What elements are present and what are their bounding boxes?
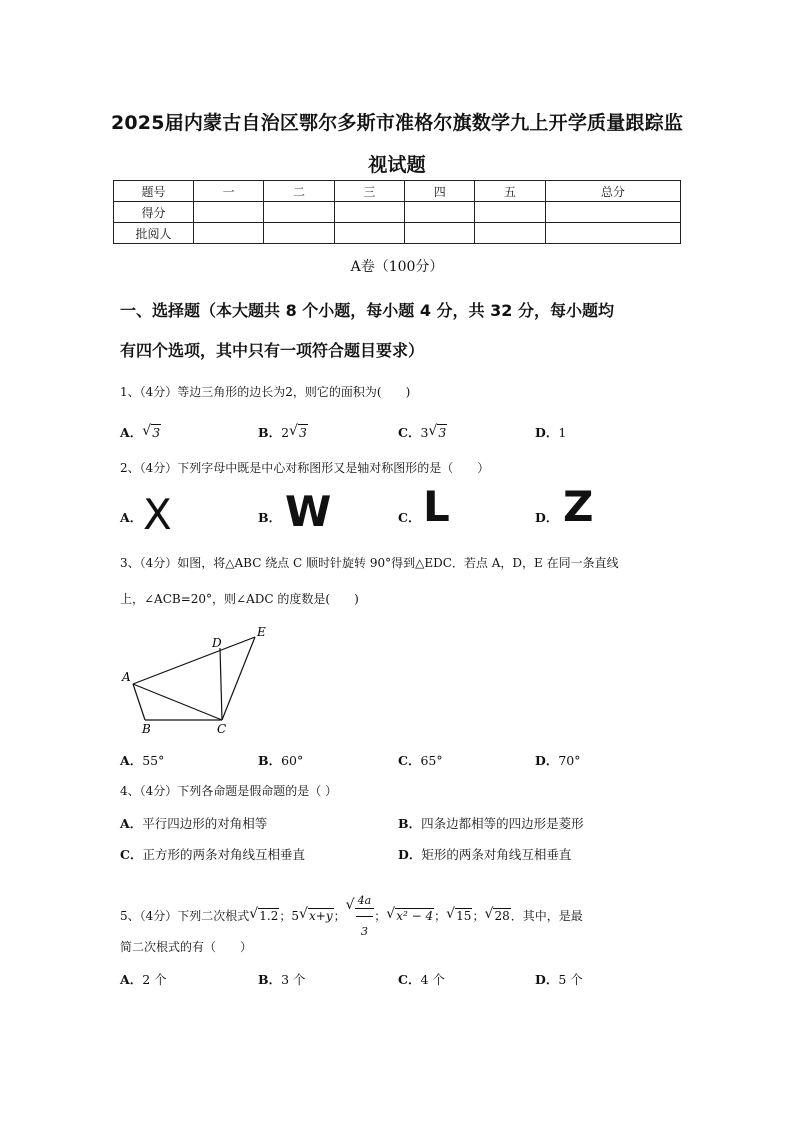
- question-2-text: 2、（4分）下列字母中既是中心对称图形又是轴对称图形的是（ ）: [120, 461, 490, 475]
- score-cell[interactable]: [545, 223, 680, 244]
- question-3-text-line1: 3、（4分）如图，将△ABC 绕点 C 顺时针旋转 90°得到△EDC．若点 A，D，E 在同一条直线: [120, 556, 619, 570]
- score-header-cell: 三: [334, 181, 404, 202]
- part1-heading-line2: 有四个选项，其中只有一项符合题目要求）: [120, 341, 425, 360]
- q4-option-d[interactable]: D．矩形的两条对角线互相垂直: [398, 847, 572, 862]
- part1-heading-line1: 一、选择题（本大题共 8 个小题，每小题 4 分，共 32 分，每小题均: [120, 301, 614, 320]
- q3-option-c[interactable]: C．65°: [398, 753, 443, 768]
- option-label: B．: [258, 753, 282, 768]
- option-label: A．: [120, 510, 143, 525]
- q5-option-c[interactable]: C．4 个: [398, 972, 445, 987]
- score-header-cell: 二: [264, 181, 334, 202]
- option-label: D．: [535, 753, 559, 768]
- score-header-cell: 一: [194, 181, 264, 202]
- score-header-cell: 总分: [545, 181, 680, 202]
- option-label: C．: [120, 847, 143, 862]
- q4-option-b[interactable]: B．四条边都相等的四边形是菱形: [398, 816, 584, 831]
- sqrt-expression: √ x² − 4: [386, 906, 434, 923]
- score-cell[interactable]: [475, 223, 545, 244]
- q2-option-a[interactable]: [120, 508, 142, 526]
- option-label: A．: [120, 753, 143, 768]
- option-label: A．: [120, 816, 143, 831]
- option-label: C．: [398, 510, 421, 525]
- segment-ec: [222, 637, 255, 720]
- score-header-cell: 四: [405, 181, 475, 202]
- sqrt-expression: √ 1.2: [249, 906, 279, 923]
- q1-option-d[interactable]: D．1: [535, 425, 567, 440]
- score-table-row: [114, 223, 681, 244]
- point-label-b: B: [142, 722, 151, 736]
- exam-title-line2: 视试题: [368, 154, 426, 176]
- option-label: D．: [535, 972, 559, 987]
- q5-option-a[interactable]: A．2 个: [120, 972, 167, 987]
- point-label-e: E: [257, 625, 266, 639]
- question-5-text-line1: 5、（4分）下列二次根式 √ 1.2；5 √ x+y； √ $\frac{4a}{3}$ ； √ x² − 4； √ 15； √ 28．其中，是最: [120, 886, 583, 947]
- point-label-d: D: [212, 636, 222, 650]
- segment-ac: [133, 684, 222, 720]
- score-row-label: 批阅人: [114, 223, 194, 244]
- score-cell[interactable]: [194, 202, 264, 223]
- letter-x-image: X: [143, 490, 172, 539]
- q3-option-d[interactable]: D．70°: [535, 753, 581, 768]
- q2-option-d[interactable]: [535, 508, 558, 526]
- sqrt-expression: √ 3: [428, 423, 447, 440]
- segment-ab: [133, 684, 145, 720]
- option-label: C．: [398, 972, 421, 987]
- letter-w-image: W: [285, 487, 332, 536]
- q5-option-b[interactable]: B．3 个: [258, 972, 306, 987]
- letter-l-image: L: [423, 482, 450, 531]
- sqrt-expression: √ 3: [289, 423, 307, 440]
- q2-option-b[interactable]: [258, 508, 281, 526]
- score-row-label: 得分: [114, 202, 194, 223]
- option-label: A．: [120, 972, 143, 987]
- q3-geometry-figure: [115, 620, 285, 740]
- option-label: D．: [535, 425, 559, 440]
- score-header-cell: 题号: [114, 181, 194, 202]
- point-label-a: A: [122, 670, 131, 684]
- score-cell[interactable]: [194, 223, 264, 244]
- score-table-row: [114, 202, 681, 223]
- sqrt-expression: √ 3: [142, 423, 161, 440]
- score-cell[interactable]: [264, 202, 334, 223]
- q3-option-a[interactable]: A．55°: [120, 753, 165, 768]
- q1-option-b[interactable]: B．2 √ 3: [258, 423, 307, 440]
- option-label: D．: [398, 847, 422, 862]
- sqrt-expression: √ 28: [484, 906, 510, 923]
- section-a-title: A卷（100分）: [350, 259, 444, 275]
- point-label-c: C: [217, 722, 227, 736]
- q4-option-c[interactable]: C．正方形的两条对角线互相垂直: [120, 847, 305, 862]
- score-cell[interactable]: [475, 202, 545, 223]
- question-4-text: 4、（4分）下列各命题是假命题的是（ ）: [120, 784, 338, 798]
- option-label: B．: [258, 510, 282, 525]
- option-label: A．: [120, 425, 143, 440]
- option-label: D．: [535, 510, 559, 525]
- score-cell[interactable]: [264, 223, 334, 244]
- segment-dc: [220, 648, 222, 720]
- score-table: [113, 180, 681, 244]
- question-3-text-line2: 上，∠ACB=20°，则∠ADC 的度数是( ): [120, 592, 359, 606]
- option-label: B．: [398, 816, 422, 831]
- score-cell[interactable]: [405, 223, 475, 244]
- segment-ae: [133, 637, 255, 684]
- sqrt-expression: √ 15: [446, 906, 472, 923]
- question-5-text-line2: 简二次根式的有（ ）: [120, 940, 253, 954]
- q3-option-b[interactable]: B．60°: [258, 753, 304, 768]
- option-label: B．: [258, 972, 282, 987]
- question-1-text: 1、（4分）等边三角形的边长为2，则它的面积为( ): [120, 385, 411, 399]
- score-cell[interactable]: [405, 202, 475, 223]
- exam-title-line1: 2025届内蒙古自治区鄂尔多斯市准格尔旗数学九上开学质量跟踪监: [110, 112, 684, 134]
- score-cell[interactable]: [545, 202, 680, 223]
- sqrt-expression: √ x+y: [299, 906, 333, 923]
- option-label: C．: [398, 425, 421, 440]
- q1-option-c[interactable]: C．3 √ 3: [398, 423, 447, 440]
- q1-option-a[interactable]: [120, 423, 161, 441]
- option-label: B．: [258, 425, 282, 440]
- score-cell[interactable]: [334, 223, 404, 244]
- letter-z-image: Z: [563, 482, 594, 531]
- q2-option-c[interactable]: [398, 508, 420, 526]
- sqrt-fraction-expression: √ $\frac{4a}{3}$: [346, 886, 375, 947]
- score-header-cell: 五: [475, 181, 545, 202]
- option-label: C．: [398, 753, 421, 768]
- q5-option-d[interactable]: D．5 个: [535, 972, 583, 987]
- score-cell[interactable]: [334, 202, 404, 223]
- score-table-header-row: [114, 181, 681, 202]
- q4-option-a[interactable]: A．平行四边形的对角相等: [120, 816, 268, 831]
